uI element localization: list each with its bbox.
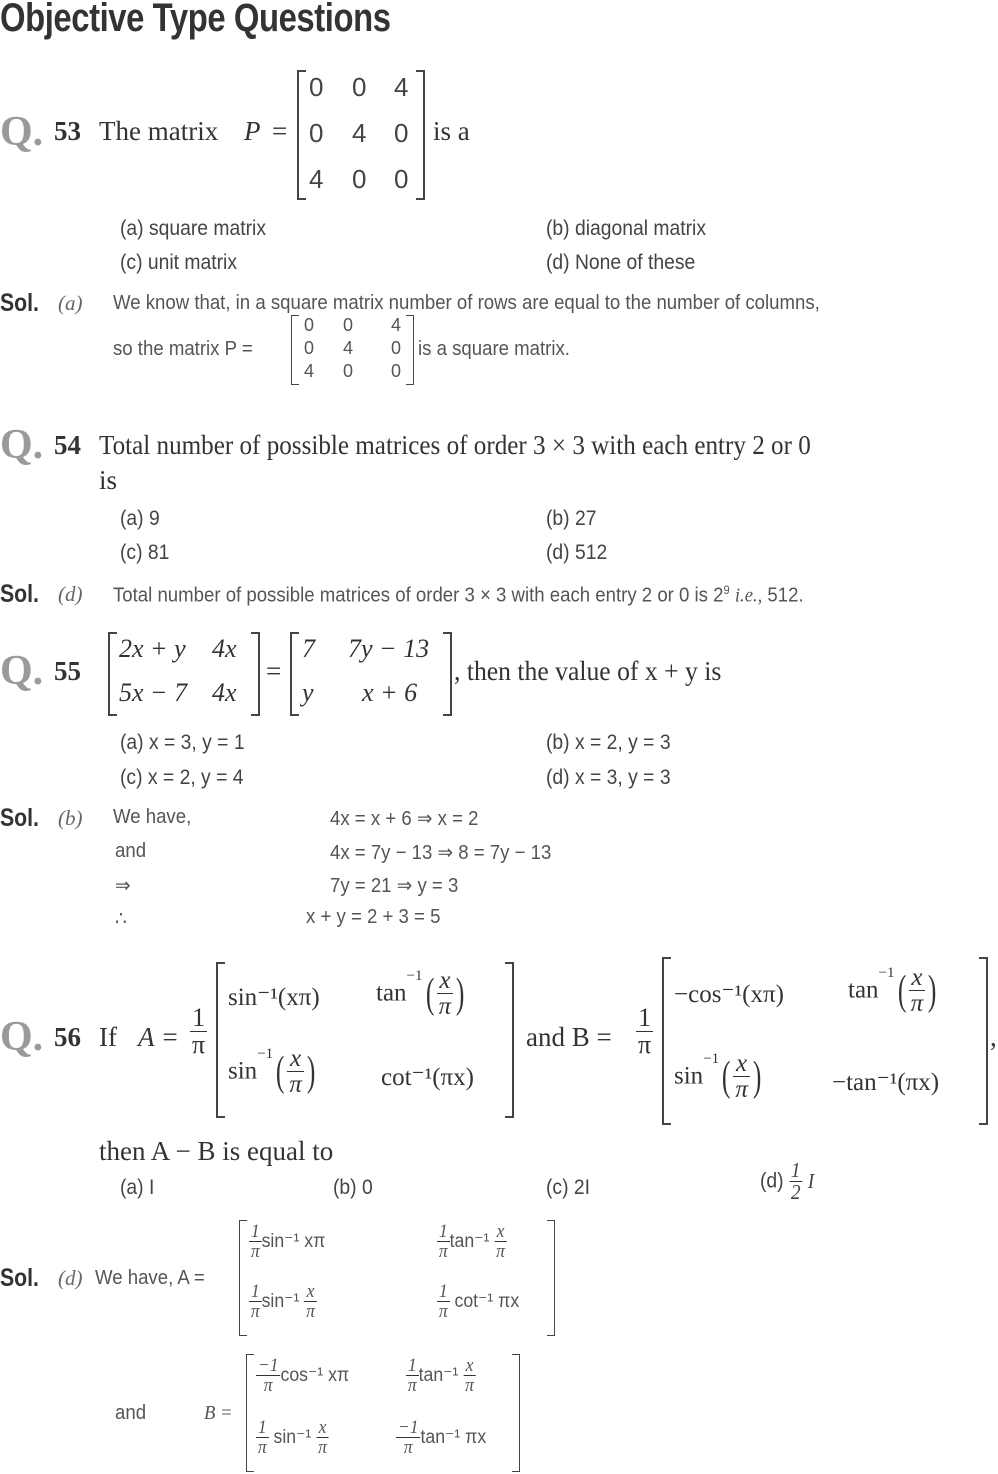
solution-label: Sol. bbox=[0, 580, 39, 608]
solution-step: 4x = 7y − 13 ⇒ 8 = 7y − 13 bbox=[330, 842, 552, 864]
option-b[interactable]: (b) x = 2, y = 3 bbox=[546, 731, 671, 754]
solution-text-3: is a square matrix. bbox=[418, 338, 570, 360]
option-a[interactable]: (a) I bbox=[120, 1176, 155, 1199]
q-marker: Q. bbox=[0, 1014, 44, 1060]
solution-answer: (a) bbox=[58, 291, 83, 315]
question-text: The matrix bbox=[99, 116, 219, 146]
solution-label: Sol. bbox=[0, 1264, 39, 1292]
question-text: then A − B is equal to bbox=[99, 1136, 334, 1166]
solution-label: Sol. bbox=[0, 804, 39, 832]
option-b[interactable]: (b) 27 bbox=[546, 507, 597, 530]
solution-step-label: and bbox=[115, 840, 147, 862]
option-b[interactable]: (b) diagonal matrix bbox=[546, 217, 706, 240]
solution-step: x + y = 2 + 3 = 5 bbox=[306, 906, 441, 928]
q-marker: Q. bbox=[0, 422, 44, 468]
option-d[interactable]: (d) 512 bbox=[546, 541, 608, 564]
solution-step-label: ∴ bbox=[115, 908, 127, 930]
equals: = bbox=[272, 116, 288, 146]
question-text: Total number of possible matrices of order 3 × 3 with each entry 2 or 0 bbox=[99, 430, 811, 460]
bracket-right bbox=[416, 70, 425, 200]
bracket-left bbox=[297, 70, 306, 200]
solution-matrix-b: $\frac{-1}{\pi}$ cos⁻¹ xπ $\frac{1}{\pi}$ tan⁻¹ $\frac{x}{\pi}$ $\frac{1}{\pi}$ sin⁻¹ $\frac{x}{\pi}$ $\frac{-1}{\pi}$ tan⁻¹ πx bbox=[246, 1354, 520, 1474]
and-b-label: and B = bbox=[526, 1022, 612, 1052]
solution-text: Total number of possible matrices of order 3 × 3 with each entry 2 or 0 is $2^9$ i.e., 512. bbox=[113, 583, 804, 607]
solution-text-2: so the matrix P = bbox=[113, 338, 253, 360]
matrix-p: 0 0 4 0 4 0 4 0 0 bbox=[297, 70, 425, 200]
solution-step-label: ⇒ bbox=[115, 875, 131, 897]
solution-and: and bbox=[115, 1402, 147, 1424]
question-number: 53 bbox=[54, 116, 81, 146]
a-label: A = bbox=[138, 1022, 179, 1052]
q-marker: Q. bbox=[0, 648, 44, 694]
if-text: If bbox=[99, 1022, 117, 1052]
option-d[interactable]: (d) None of these bbox=[546, 251, 696, 274]
solution-step-label: We have, bbox=[113, 806, 192, 828]
question-number: 56 bbox=[54, 1022, 81, 1052]
solution-answer: (d) bbox=[58, 1266, 83, 1290]
solution-matrix: 0 0 4 0 4 0 4 0 0 bbox=[291, 315, 414, 387]
solution-answer: (b) bbox=[58, 806, 83, 830]
option-c[interactable]: (c) unit matrix bbox=[120, 251, 238, 274]
solution-step: 7y = 21 ⇒ y = 3 bbox=[330, 875, 459, 897]
option-c[interactable]: (c) x = 2, y = 4 bbox=[120, 766, 244, 789]
solution-step: 4x = x + 6 ⇒ x = 2 bbox=[330, 808, 479, 830]
solution-text: We know that, in a square matrix number of rows are equal to the number of columns, bbox=[113, 292, 820, 314]
matrix-a: sin⁻¹(xπ) $\tan^{-1}$( $\frac{x}{\pi}$ ) $\sin^{-1}$( $\frac{x}{\pi}$ ) cot⁻¹(πx) bbox=[216, 962, 514, 1118]
question-53 bbox=[0, 108, 43, 156]
option-d[interactable]: (d) x = 3, y = 3 bbox=[546, 766, 671, 789]
question-number: 55 bbox=[54, 656, 81, 686]
option-a[interactable]: (a) 9 bbox=[120, 507, 160, 530]
matrix-lhs: 2x + y 4x 5x − 7 4x bbox=[108, 632, 260, 716]
option-c[interactable]: (c) 81 bbox=[120, 541, 170, 564]
equals: = bbox=[266, 656, 282, 686]
page-title: Objective Type Questions bbox=[0, 0, 391, 40]
fraction-one-over-pi: $\frac{1}{\pi}$ bbox=[192, 1003, 206, 1059]
question-text-after: is a bbox=[433, 116, 470, 146]
matrix-var: P bbox=[244, 116, 261, 146]
comma: , bbox=[990, 1022, 997, 1052]
option-d[interactable]: (d) $\frac{1}{2}$ I bbox=[760, 1158, 815, 1204]
fraction-one-over-pi: $\frac{1}{\pi}$ bbox=[638, 1003, 652, 1059]
matrix-b: −cos⁻¹(xπ) $\tan^{-1}$( $\frac{x}{\pi}$ ) $\sin^{-1}$( $\frac{x}{\pi}$ ) −tan⁻¹(πx) bbox=[662, 957, 988, 1125]
question-text-after: , then the value of x + y is bbox=[454, 656, 722, 686]
matrix-rhs: 7 7y − 13 y x + 6 bbox=[290, 632, 452, 716]
q-marker: Q. bbox=[0, 109, 44, 155]
question-number: 54 bbox=[54, 430, 81, 460]
option-c[interactable]: (c) 2I bbox=[546, 1176, 591, 1199]
solution-b-label: B = bbox=[204, 1402, 233, 1424]
solution-label: Sol. bbox=[0, 289, 39, 317]
solution-answer: (d) bbox=[58, 582, 83, 606]
solution-matrix-a: $\frac{1}{\pi}$ sin⁻¹ xπ $\frac{1}{\pi}$ tan⁻¹ $\frac{x}{\pi}$ $\frac{1}{\pi}$ sin⁻¹ $\frac{x}{\pi}$ $\frac{1}{\pi}$ cot⁻¹ πx bbox=[239, 1220, 555, 1338]
option-b[interactable]: (b) 0 bbox=[333, 1176, 373, 1199]
option-a[interactable]: (a) square matrix bbox=[120, 217, 267, 240]
solution-text: We have, A = bbox=[95, 1267, 205, 1289]
option-a[interactable]: (a) x = 3, y = 1 bbox=[120, 731, 245, 754]
question-text-2: is bbox=[99, 465, 118, 495]
